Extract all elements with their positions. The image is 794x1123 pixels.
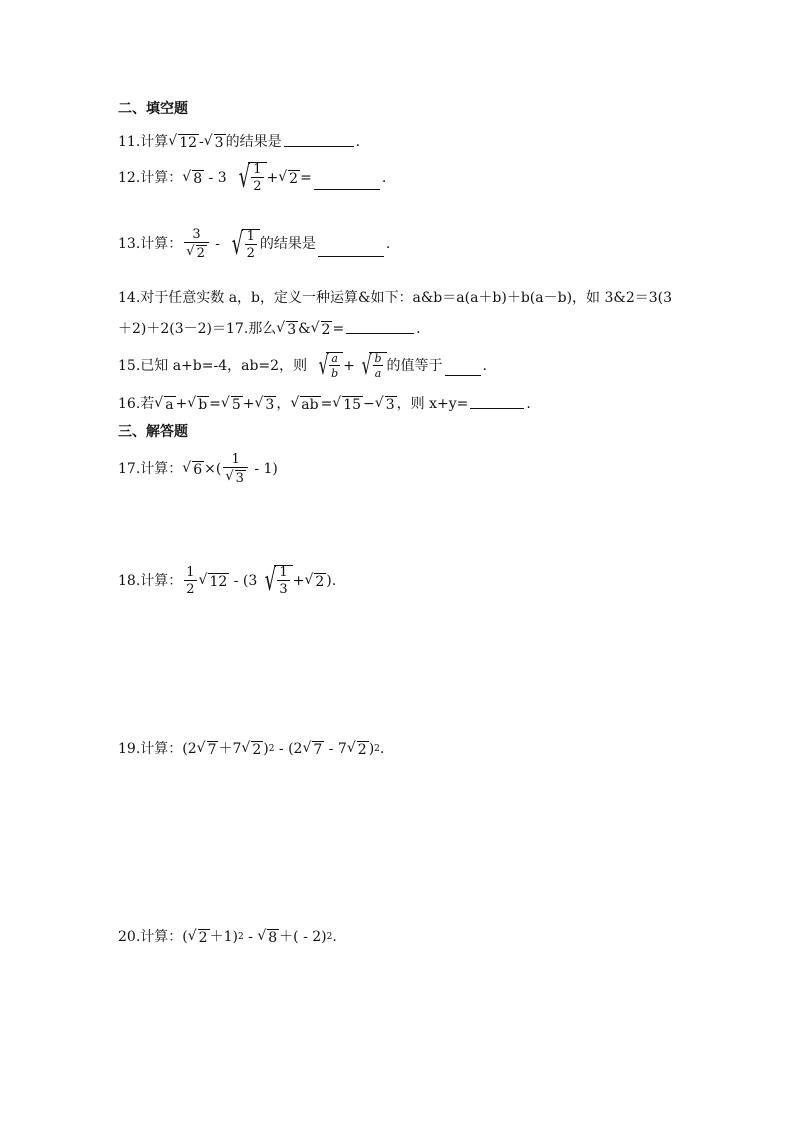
expr-part: ＋7 (218, 741, 242, 757)
exponent: 2 (374, 743, 380, 754)
sqrt-a-over-b: √ $\frac{a}{b}$ (312, 352, 344, 379)
equals: = (209, 396, 221, 412)
question-number: 12. (118, 169, 141, 186)
question-19 (118, 741, 384, 757)
period: . (482, 357, 487, 374)
sqrt-2: √ 2 (310, 320, 331, 338)
operator: - (3 (229, 572, 258, 589)
question-text: 的结果是 (259, 236, 316, 252)
question-20 (118, 929, 337, 945)
answer-blank[interactable] (470, 407, 524, 409)
question-number: 13. (118, 236, 141, 252)
fraction-1-over-sqrt3: 1 √ 3 (223, 453, 248, 485)
sqrt-a: √ a (154, 395, 174, 413)
operator: + (242, 396, 255, 412)
expr-part: - 7 (324, 741, 347, 757)
period: . (355, 134, 361, 150)
sqrt-fraction-1-2: √ $\frac{1}{2}$ (231, 162, 266, 193)
exponent: 2 (237, 931, 244, 942)
exponent: 2 (326, 931, 333, 942)
period: . (416, 321, 421, 337)
sqrt-7: √ 7 (302, 740, 323, 758)
expr-part: ＋( - 2) (279, 929, 327, 945)
operator: + (266, 169, 279, 186)
sqrt-6: √ 6 (182, 460, 203, 478)
question-label: 计算： (140, 741, 183, 757)
equals: = (332, 321, 345, 337)
sqrt-fraction-1-2: √ $\frac{1}{2}$ (224, 229, 259, 260)
period: . (385, 236, 391, 252)
sqrt-2: √ 2 (187, 928, 208, 946)
question-label: 计算： (140, 236, 183, 252)
sqrt-15: √ 15 (332, 395, 362, 413)
question-18 (118, 565, 336, 596)
question-label: 计算： (140, 572, 183, 589)
question-text: - 1) (249, 461, 278, 477)
fraction-3-over-sqrt2: 3 √ 2 (184, 228, 209, 260)
question-13 (118, 228, 390, 260)
question-text: ＋2)＋2(3－2)＝17.那么 (118, 321, 277, 337)
expr-part: ( (182, 929, 188, 945)
sqrt-5: √ 5 (220, 395, 241, 413)
question-number: 17. (118, 461, 141, 477)
question-12 (118, 162, 386, 193)
sqrt-fraction-1-3: √ $\frac{1}{3}$ (257, 565, 292, 596)
sqrt-2: √ 2 (241, 740, 262, 758)
operator: + (343, 357, 355, 374)
expr-part: ) (263, 741, 269, 757)
exponent: 2 (268, 743, 275, 754)
question-14-line-2 (118, 321, 421, 337)
period: . (526, 396, 531, 412)
question-number: 18. (118, 572, 141, 589)
answer-blank[interactable] (318, 255, 384, 257)
question-16 (118, 396, 531, 412)
sqrt-3: √ 3 (374, 395, 395, 413)
sqrt-2: √ 2 (278, 168, 299, 187)
operator: ×( (204, 461, 222, 477)
question-text: 15.已知 a+b=-4，ab=2，则 (118, 357, 312, 374)
operator: + (292, 572, 305, 589)
sqrt-ab: √ ab (290, 395, 319, 413)
question-number: 20. (118, 929, 141, 945)
question-text: ). (326, 572, 337, 589)
question-number: 11. (118, 134, 141, 150)
operator: - (210, 236, 225, 252)
operator: & (298, 321, 311, 337)
question-11 (118, 134, 360, 150)
period: . (379, 741, 385, 757)
sqrt-b: √ b (187, 395, 208, 413)
question-label: 计算： (140, 461, 183, 477)
section-title-fill: 二、填空题 (118, 101, 188, 117)
sqrt-8: √ 8 (182, 168, 203, 187)
equals: = (320, 396, 333, 412)
sqrt-12: √ 12 (168, 133, 198, 151)
answer-blank[interactable] (314, 188, 380, 190)
sqrt-3: √ 3 (203, 133, 224, 151)
question-17 (118, 453, 278, 485)
sqrt-3: √ 3 (276, 320, 297, 338)
question-label: 计算： (140, 929, 183, 945)
question-text: 的值等于 (386, 357, 443, 374)
operator: + (175, 396, 188, 412)
period: . (381, 169, 387, 186)
question-text: ，则 x+y= (396, 396, 469, 412)
question-number: 19. (118, 741, 141, 757)
period: . (332, 929, 337, 945)
answer-blank[interactable] (346, 332, 414, 334)
question-14-line-1: 14.对于任意实数 a，b，定义一种运算&如下：a&b＝a(a＋b)＋b(a－b)，如 3&2＝3(3 (118, 290, 673, 306)
sqrt-2: √ 2 (304, 571, 325, 590)
equals: = (300, 169, 312, 186)
expr-part: ) (368, 741, 375, 757)
fraction-1-2: $\frac{1}{2}$ (186, 564, 195, 597)
expr-part: ＋1) (209, 929, 238, 945)
sqrt-7: √ 7 (196, 740, 217, 758)
expr-part: - (2 (274, 741, 303, 757)
question-text: 的结果是 (225, 134, 282, 150)
operator: - (199, 134, 204, 150)
operator: − (363, 396, 375, 412)
answer-blank[interactable] (284, 145, 354, 147)
question-number: 16. (118, 396, 141, 412)
question-label: 计算： (140, 169, 183, 186)
question-15 (118, 352, 487, 379)
question-text: 若 (140, 396, 155, 412)
operator: - 3 (204, 169, 232, 186)
sqrt-b-over-a: √ $\frac{b}{a}$ (355, 352, 387, 379)
sqrt-3: √ 3 (254, 395, 275, 413)
answer-blank[interactable] (445, 374, 481, 376)
expr-part: (2 (182, 741, 197, 757)
sqrt-12: √ 12 (198, 571, 228, 590)
comma: ， (276, 396, 291, 412)
section-title-solve: 三、解答题 (118, 424, 188, 440)
sqrt-8: √ 8 (257, 928, 278, 946)
expr-part: - (243, 929, 258, 945)
question-label: 计算 (140, 134, 169, 150)
sqrt-2: √ 2 (346, 740, 367, 758)
